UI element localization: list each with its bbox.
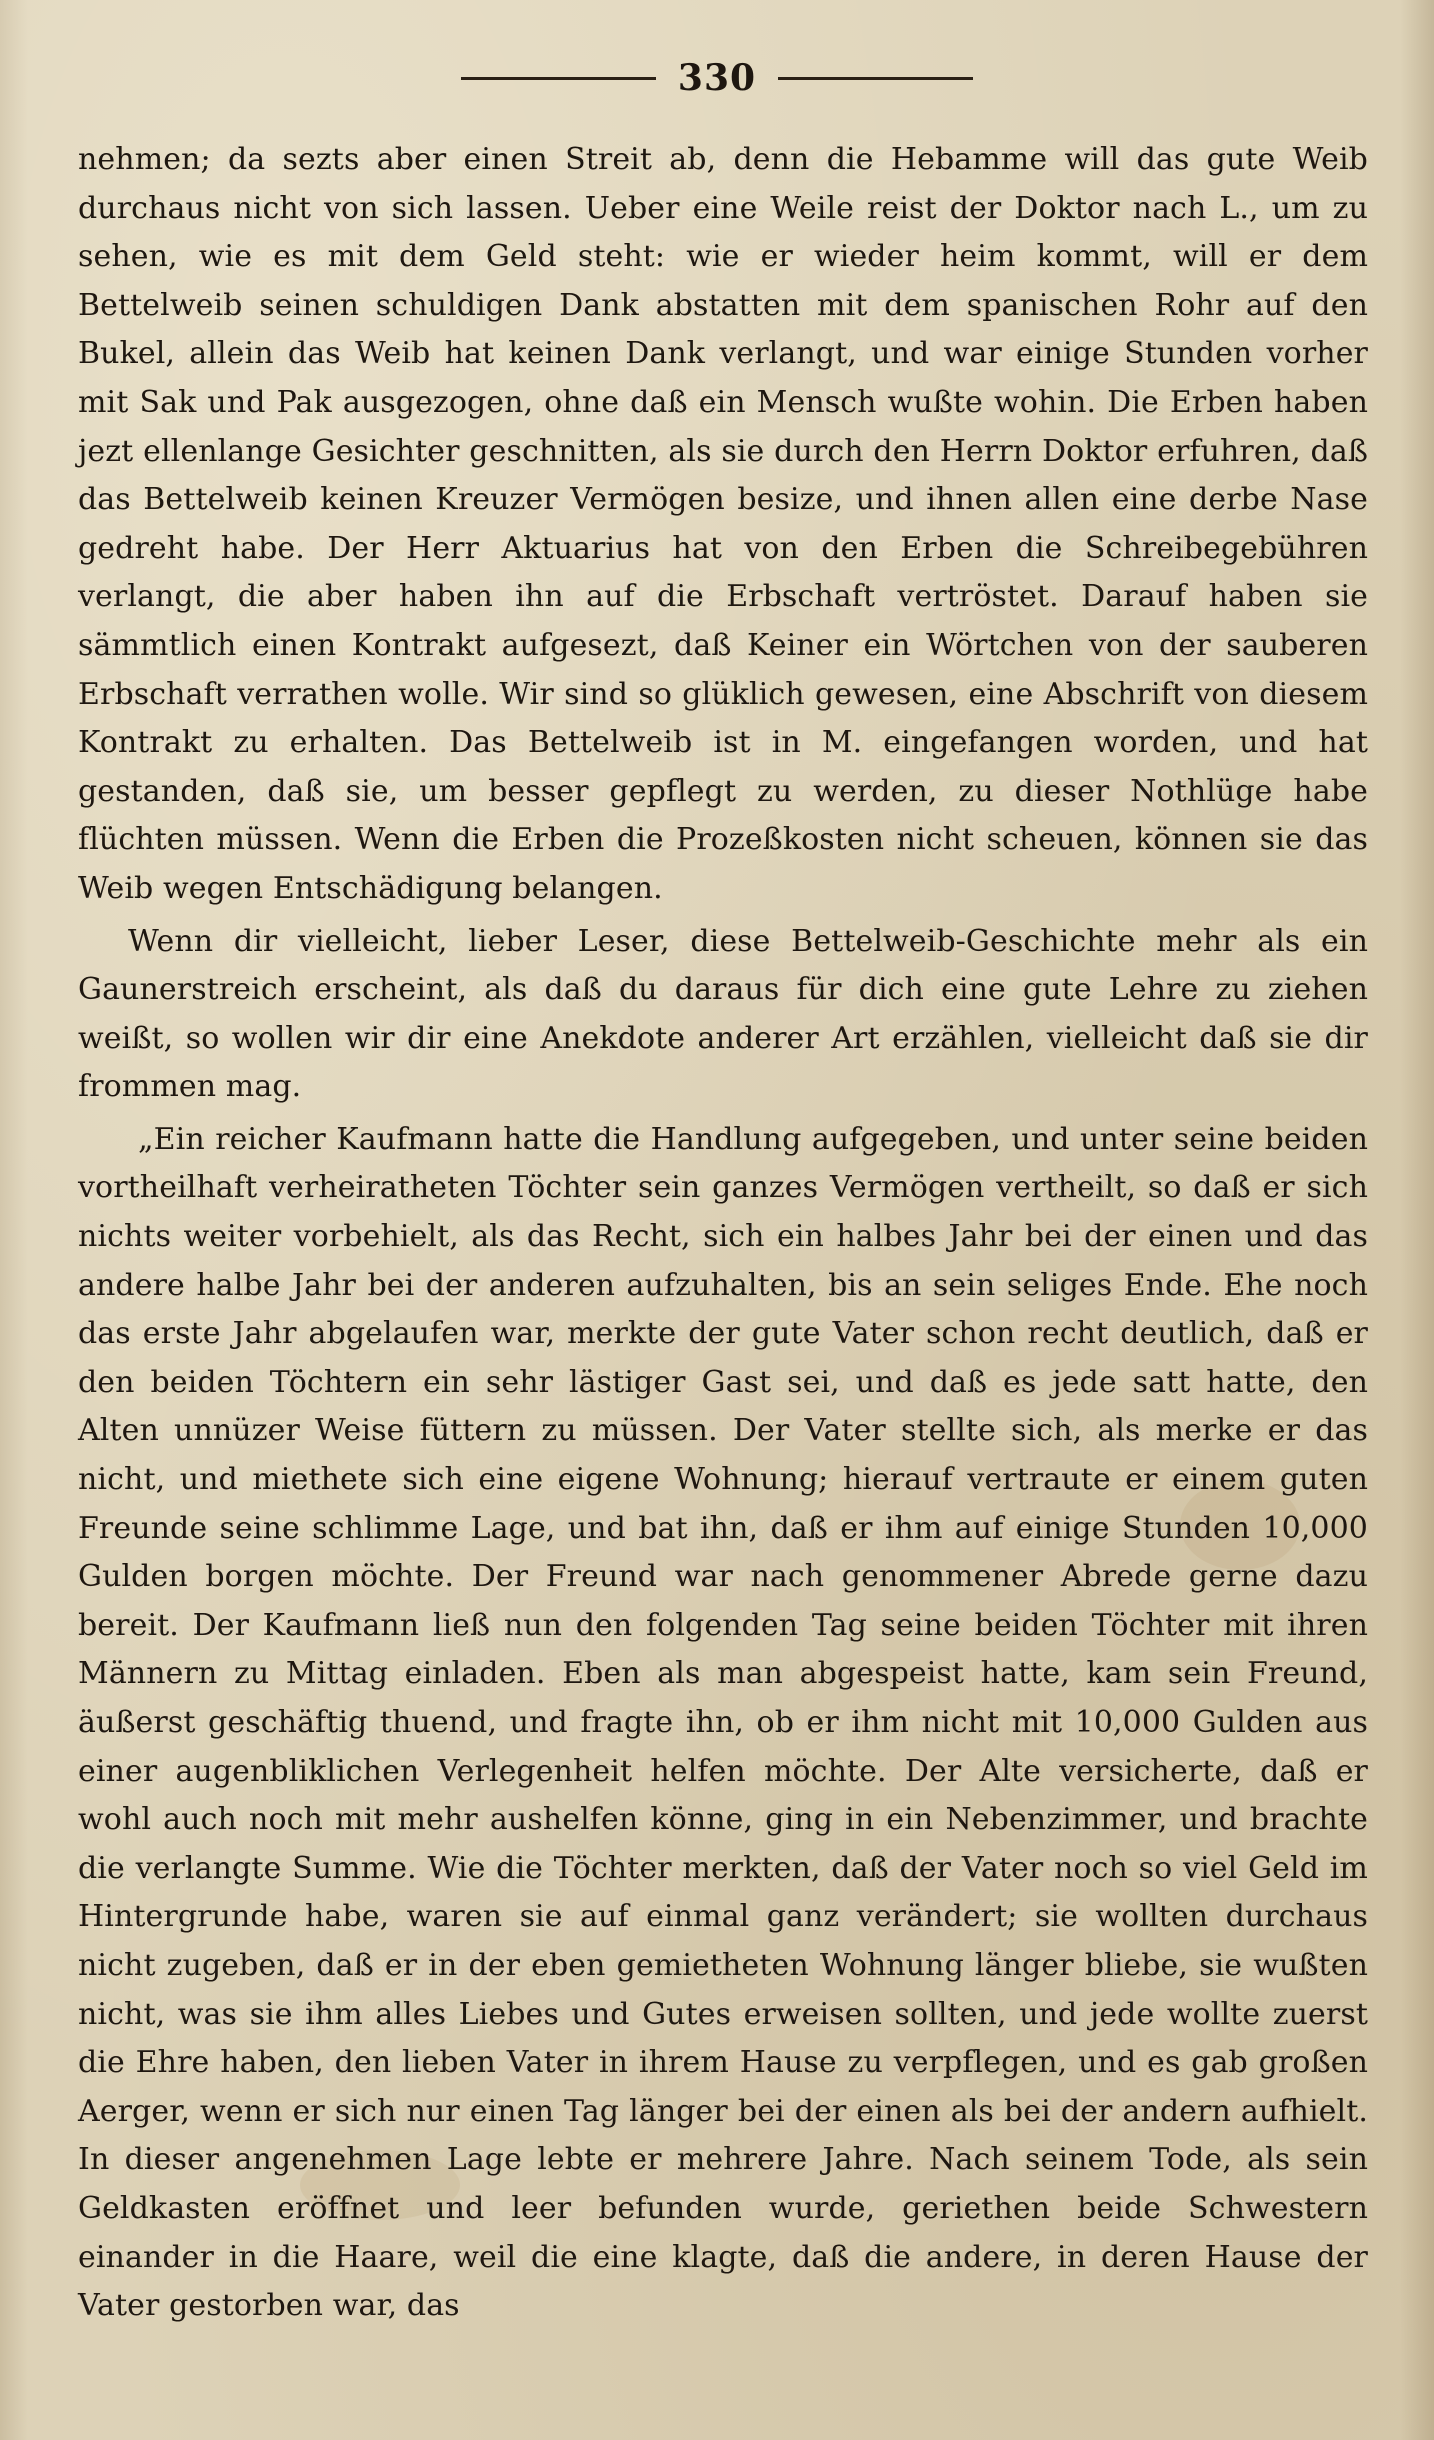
page-number: 330 xyxy=(677,57,757,99)
header-rule-left xyxy=(461,77,656,80)
paragraph-continuation: nehmen; da sezts aber einen Streit ab, denn die Hebamme will das gute Weib durchaus nicht von sich lassen. Ueber eine Weile reist der Doktor nach L., um zu sehen, wie es mit dem Geld steht: wie er wieder heim kommt, will er dem Bettelweib seinen schuldigen Dank abstatten mit dem spanischen Rohr auf den Bukel, allein das Weib hat keinen Dank verlangt, und war einige Stunden vorher mit Sak und Pak ausgezogen, ohne daß ein Mensch wußte wohin. Die Erben haben jezt ellenlange Gesichter geschnitten, als sie durch den Herrn Doktor erfuhren, daß das Bettelweib keinen Kreuzer Vermögen besize, und ihnen allen eine derbe Nase gedreht habe. Der Herr Aktuarius hat von den Erben die Schreibegebühren verlangt, die aber haben ihn auf die Erbschaft vertröstet. Darauf haben sie sämmtlich einen Kontrakt aufgesezt, daß Keiner ein Wörtchen von der sauberen Erbschaft verrathen wolle. Wir sind so glüklich gewesen, eine Abschrift von diesem Kontrakt zu erhalten. Das Bettelweib ist in M. eingefangen worden, und hat gestanden, daß sie, um besser gepflegt zu werden, zu dieser Nothlüge habe flüchten müssen. Wenn die Erben die Prozeßkosten nicht scheuen, können sie das Weib wegen Entschädigung belangen. xyxy=(78,142,1368,906)
paragraph-anecdote: „Ein reicher Kaufmann hatte die Handlung aufgegeben, und unter seine beiden vortheilhaft verheiratheten Töchter sein ganzes Vermögen vertheilt, so daß er sich nichts weiter vorbehielt, als das Recht, sich ein halbes Jahr bei der einen und das andere halbe Jahr bei der anderen aufzuhalten, bis an sein seliges Ende. Ehe noch das erste Jahr abgelaufen war, merkte der gute Vater schon recht deutlich, daß er den beiden Töchtern ein sehr lästiger Gast sei, und daß es jede satt hatte, den Alten unnüzer Weise füttern zu müssen. Der Vater stellte sich, als merke er das nicht, und miethete sich eine eigene Wohnung; hierauf vertraute er einem guten Freunde seine schlimme Lage, und bat ihn, daß er ihm auf einige Stunden 10,000 Gulden borgen möchte. Der Freund war nach genommener Abrede gerne dazu bereit. Der Kaufmann ließ nun den folgenden Tag seine beiden Töchter mit ihren Männern zu Mittag einladen. Eben als man abgespeist hatte, kam sein Freund, äußerst geschäftig thuend, und fragte ihn, ob er ihm nicht mit 10,000 Gulden aus einer augenbliklichen Verlegenheit helfen möchte. Der Alte versicherte, daß er wohl auch noch mit mehr aushelfen könne, ging in ein Nebenzimmer, und brachte die verlangte Summe. Wie die Töchter merkten, daß der Vater noch so viel Geld im Hintergrunde habe, waren sie auf einmal ganz verändert; sie wollten durchaus nicht zugeben, daß er in der eben gemietheten Wohnung länger bliebe, sie wußten nicht, was sie ihm alles Liebes und Gutes erweisen sollten, und jede wollte zuerst die Ehre haben, den lieben Vater in ihrem Hause zu verpflegen, und es gab großen Aerger, wenn er sich nur einen Tag länger bei der einen als bei der andern aufhielt. In dieser angenehmen Lage lebte er mehrere Jahre. Nach seinem Tode, als sein Geldkasten eröffnet und leer befunden wurde, geriethen beide Schwestern einander in die Haare, weil die eine klagte, daß die andere, in deren Hause der Vater gestorben war, das xyxy=(78,1121,1368,2324)
page-body xyxy=(78,136,1368,2331)
page-header xyxy=(0,57,1434,99)
paragraph-reader-address: Wenn dir vielleicht, lieber Leser, diese Bettelweib-Geschichte mehr als ein Gaunerstreich erscheint, als daß du daraus für dich eine gute Lehre zu ziehen weißt, so wollen wir dir eine Anekdote anderer Art erzählen, vielleicht daß sie dir frommen mag. xyxy=(78,923,1368,1105)
header-rule-right xyxy=(778,77,973,80)
